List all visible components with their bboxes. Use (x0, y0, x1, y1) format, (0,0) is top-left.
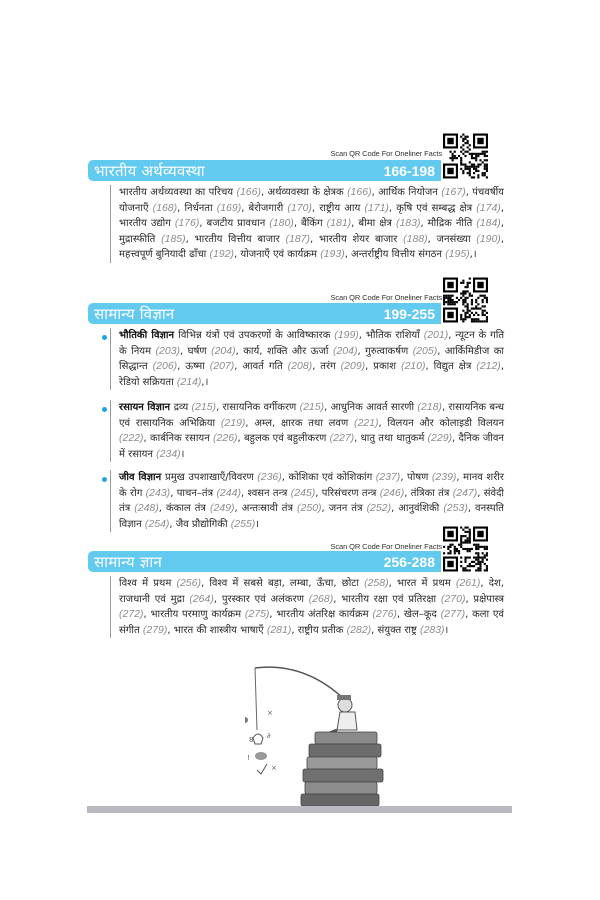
section-title: सामान्य विज्ञान (94, 304, 175, 323)
topic-name: , संवेदी तंत्र (119, 487, 505, 515)
qr-caption: Scan QR Code For Oneliner Facts (330, 542, 442, 551)
topic-name: , दैनिक जीवन में रसायन (119, 433, 504, 460)
topic-name: भारतीय अर्थव्यवस्था का परिचय (119, 187, 237, 198)
topic-name: , तंत्रिका तंत्र (404, 487, 453, 499)
topic-name: , गुरुत्वाकर्षण (357, 345, 413, 357)
topic-name: , घर्षण (180, 345, 212, 357)
bullet-icon (102, 335, 107, 340)
topic-name: , बैंकिंग (293, 218, 327, 230)
subsection-heading: भौतिकी विज्ञान (119, 330, 179, 341)
page-reference: (226) (213, 432, 238, 445)
page-reference: (219) (220, 416, 246, 429)
topic-name: , बेरोजगारी (241, 202, 288, 214)
page-reference: (247) (452, 486, 478, 499)
topic-name: , विलयन और कोलाइडी विलयन (378, 417, 504, 429)
topic-name: , न्यूटन के गति के नियम (119, 330, 505, 357)
topic-name: , पाचन–तंत्र (170, 487, 217, 499)
page-reference: (272) (119, 608, 144, 621)
topic-name: , आधुनिक आवर्त सारणी (324, 402, 418, 413)
page-reference: (207) (209, 360, 235, 373)
page-reference: (168) (152, 201, 178, 214)
page-reference: (254) (144, 517, 170, 530)
svg-text:×: × (271, 764, 277, 772)
page-reference: (167) (441, 186, 466, 198)
page-reference: (258) (364, 577, 389, 589)
page-reference: (206) (152, 360, 178, 373)
page-reference: (261) (455, 577, 481, 589)
topic-name: , अम्ल, क्षारक तथा लवण (245, 417, 354, 429)
page-reference: (192) (209, 248, 234, 261)
topic-name: , भारतीय शेयर बाजार (310, 233, 404, 245)
topic-name: , प्रकाश (365, 361, 401, 373)
page-reference: (227) (329, 432, 355, 445)
page-reference: (215) (191, 401, 217, 413)
topic-name: , जनसंख्या (427, 233, 477, 245)
section-title: सामान्य ज्ञान (94, 552, 162, 571)
end-mark: । (255, 518, 260, 530)
page-reference: (181) (326, 217, 352, 230)
topic-name: , प्रक्षेपास्त्र (465, 593, 504, 605)
page-reference: (204) (332, 344, 358, 357)
topic-name: , कंकाल तंत्र (158, 503, 210, 515)
page-reference: (244) (216, 486, 241, 499)
topic-name: , देश, राजधानी एवं मुद्रा (119, 578, 504, 605)
qr-code-icon[interactable] (443, 133, 488, 179)
page-reference: (221) (353, 416, 379, 429)
page-range: 199-255 (383, 305, 435, 322)
page-reference: (237) (375, 471, 401, 483)
page-reference: (183) (395, 217, 421, 230)
page-reference: (248) (134, 502, 159, 515)
page-reference: (193) (320, 248, 345, 261)
page-reference: (166) (347, 186, 372, 198)
topic-name: , भारतीय वित्तीय बाजार (185, 233, 286, 245)
page-reference: (215) (299, 401, 325, 413)
topic-name: , विद्युत क्षेत्र (425, 361, 477, 373)
page-reference: (239) (431, 471, 457, 483)
topic-name: प्रमुख उपशाखाएँ/विवरण (165, 472, 258, 483)
end-mark: । (180, 448, 185, 460)
page-reference: (245) (290, 486, 316, 499)
svg-text:×: × (267, 709, 273, 717)
page-reference: (277) (440, 608, 466, 621)
topic-list-chemistry (110, 400, 504, 462)
topic-name: , परिसंचरण तन्त्र (315, 487, 380, 499)
section-title: भारतीय अर्थव्यवस्था (94, 161, 205, 180)
topic-name: , ऊष्मा (177, 361, 210, 373)
page-reference: (188) (403, 232, 428, 245)
page-reference: (166) (236, 186, 261, 198)
page-reference: (243) (145, 486, 171, 499)
end-mark: ,। (469, 249, 477, 261)
topic-name: , बहुलक एवं बहुलीकरण (237, 433, 330, 445)
subsection-heading: रसायन विज्ञान (119, 402, 174, 413)
page-range: 166-198 (383, 162, 435, 179)
page-reference: (187) (285, 232, 311, 245)
page-reference: (208) (287, 360, 313, 373)
page-reference: (218) (417, 401, 442, 413)
page-reference: (276) (372, 608, 397, 621)
bottom-divider (87, 806, 512, 813)
page-reference: (255) (230, 517, 256, 530)
topic-name: , आर्किमिडीज का सिद्धान्त (119, 345, 504, 373)
topic-name: , मुद्रास्फीति (119, 218, 504, 245)
topic-name: , योजनाएँ एवं कार्यक्रम (233, 249, 321, 261)
page-reference: (171) (364, 201, 389, 214)
topic-list (110, 576, 504, 638)
end-mark: ,। (201, 376, 209, 388)
topic-name: , रेडियो सक्रियता (119, 361, 504, 388)
topic-name: , धातु तथा धातुकर्म (354, 433, 428, 445)
topic-name: , कला एवं संगीत (119, 609, 504, 636)
page-reference: (236) (257, 471, 282, 483)
page-reference: (252) (366, 502, 392, 515)
qr-code-icon[interactable] (443, 277, 488, 323)
topic-name: , भारत में प्रथम (388, 578, 456, 589)
section-economy (88, 130, 504, 285)
topic-name: , भारतीय अंतरिक्ष कार्यक्रम (269, 609, 373, 621)
page-reference: (180) (269, 217, 294, 230)
page-reference: (281) (266, 623, 292, 636)
page-reference: (199) (334, 329, 359, 341)
page-reference: (203) (155, 344, 181, 357)
topic-name: , बीमा क्षेत्र (351, 218, 396, 230)
topic-name: , विश्व में सबसे बड़ा, लम्बा, ऊँचा, छोटा (200, 578, 365, 589)
topic-name: , आनुवंशिकी (391, 503, 444, 515)
section-general-knowledge (88, 530, 504, 660)
page-reference: (234) (156, 447, 181, 460)
page-reference: (185) (161, 232, 186, 245)
topic-name: , कृषि एवं सम्बद्ध क्षेत्र (388, 202, 477, 214)
page-reference: (283) (420, 623, 445, 636)
topic-name: , भारत की शास्त्रीय भाषाएँ (167, 624, 267, 636)
page-reference: (253) (443, 502, 468, 515)
page-reference: (205) (412, 344, 438, 357)
topic-name: , भौतिक राशियाँ (358, 330, 424, 341)
svg-text:8: 8 (249, 736, 254, 744)
page-reference: (229) (427, 432, 453, 445)
qr-caption: Scan QR Code For Oneliner Facts (330, 149, 442, 158)
end-mark: । (444, 624, 449, 636)
bullet-icon (102, 477, 107, 482)
subsection-heading: जीव विज्ञान (119, 472, 166, 483)
page-reference: (250) (297, 502, 322, 515)
page-reference: (222) (119, 432, 144, 445)
page-reference: (264) (189, 592, 214, 605)
topic-name: विभिन्न यंत्रों एवं उपकरणों के आविष्कारक (178, 330, 335, 341)
topic-name: , वनस्पति विज्ञान (119, 503, 505, 530)
topic-name: , रासायनिक वर्गीकरण (216, 402, 300, 413)
page-reference: (279) (142, 623, 168, 636)
page-reference: (169) (216, 201, 242, 214)
section-header (88, 160, 441, 181)
topic-list (110, 185, 504, 263)
topic-name: , कार्बनिक रसायन (143, 433, 214, 445)
qr-caption: Scan QR Code For Oneliner Facts (330, 293, 442, 302)
qr-code-icon[interactable] (443, 526, 488, 572)
page-reference: (174) (476, 201, 501, 214)
page-reference: (170) (287, 201, 312, 214)
page-reference: (209) (340, 360, 366, 373)
topic-name: , रासायनिक बन्ध एवं रासायनिक अभिक्रिया (119, 402, 504, 429)
page-reference: (201) (423, 329, 449, 341)
svg-text:!: ! (247, 754, 250, 762)
page-reference: (270) (440, 592, 466, 605)
topic-name: , मौद्रिक नीति (420, 218, 477, 230)
page-reference: (214) (176, 375, 202, 388)
topic-name: , भारतीय परमाणु कार्यक्रम (143, 609, 245, 621)
topic-name: विश्व में प्रथम (119, 578, 177, 589)
topic-name: , महत्त्वपूर्ण बुनियादी ढाँचा (119, 233, 504, 261)
page-reference: (190) (476, 232, 501, 245)
topic-name: , भारतीय रक्षा एवं प्रतिरक्षा (333, 593, 441, 605)
topic-name: , पंचवर्षीय योजनाएँ (119, 187, 504, 214)
topic-name: , आवर्त गति (234, 361, 288, 373)
topic-list-physics (110, 328, 504, 390)
topic-name: , जैव प्रौद्योगिकी (169, 518, 231, 530)
page-reference: (282) (346, 623, 372, 636)
page-range: 256-288 (383, 553, 435, 570)
page-reference: (176) (174, 217, 200, 230)
section-header (88, 303, 441, 324)
section-header (88, 551, 441, 572)
topic-name: , जनन तंत्र (321, 503, 367, 515)
topic-name: , पोषण (400, 472, 432, 483)
topic-name: , अन्तर्राष्ट्रीय वित्तीय संगठन (344, 249, 446, 261)
topic-name: , निर्धनता (177, 202, 217, 214)
page-reference: (256) (176, 577, 201, 589)
page-reference: (204) (211, 344, 236, 357)
section-general-science (88, 275, 505, 535)
page-reference: (184) (476, 217, 501, 230)
page-reference: (249) (209, 502, 235, 515)
page-reference: (195) (445, 248, 470, 261)
topic-name: , कोशिका एवं कोशिकांग (281, 472, 376, 483)
topic-name: , राष्ट्रीय प्रतीक (291, 624, 347, 636)
page-reference: (268) (308, 592, 334, 605)
page-reference: (275) (244, 608, 270, 621)
svg-text:∂: ∂ (267, 732, 271, 740)
topic-list-biology (110, 470, 504, 532)
topic-name: , कार्य, शक्ति और ऊर्जा (235, 345, 333, 357)
topic-name: , भारतीय उद्योग (119, 202, 504, 230)
topic-name: , बजटीय प्रावधान (199, 218, 270, 230)
topic-name: , आर्थिक नियोजन (371, 187, 442, 198)
topic-name: , राष्ट्रीय आय (311, 202, 365, 214)
topic-name: , पुरस्कार एवं अलंकरण (213, 593, 309, 605)
topic-name: , तरंग (312, 361, 341, 373)
topic-name: , खेल–कूद (396, 609, 441, 621)
topic-name: , अन्तःस्रावी तंत्र (234, 503, 298, 515)
page-reference: (246) (379, 486, 405, 499)
bullet-icon (102, 407, 107, 412)
topic-name: , अर्थव्यवस्था के क्षेत्रक (260, 187, 348, 198)
page-reference: (210) (400, 360, 426, 373)
topic-name: द्रव्य (173, 402, 192, 413)
topic-name: , संयुक्त राष्ट्र (371, 624, 421, 636)
topic-name: , श्वसन तन्त्र (240, 487, 291, 499)
boy-fishing-on-books-illustration (245, 660, 405, 810)
topic-name: , मानव शरीर के रोग (119, 472, 504, 499)
page-reference: (212) (476, 360, 501, 373)
